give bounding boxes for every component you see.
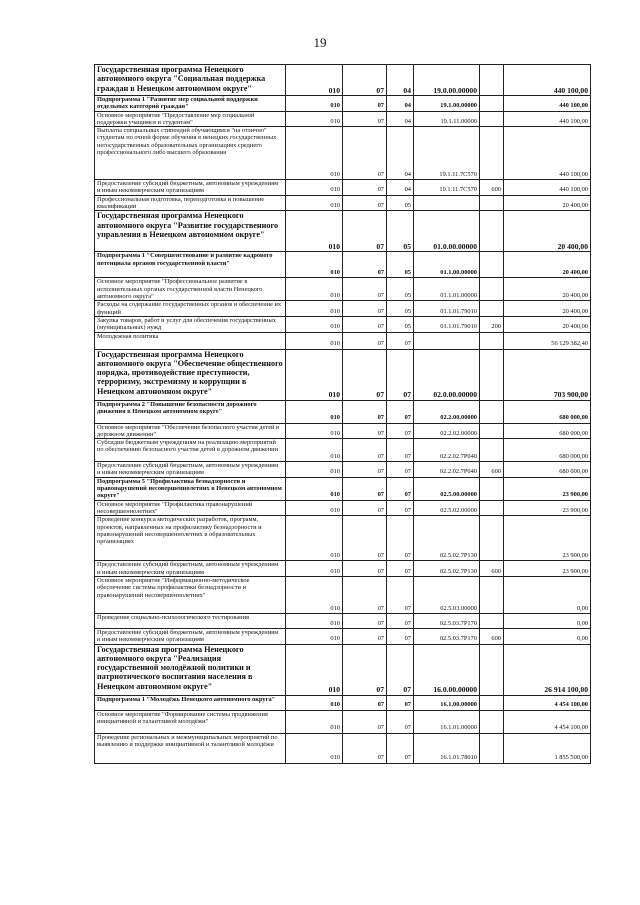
row-expense-type	[480, 477, 504, 500]
table-row	[95, 96, 591, 112]
row-section: 07	[343, 111, 387, 127]
row-section: 07	[343, 561, 387, 577]
row-amount: 440 100,00	[504, 96, 591, 112]
row-section: 07	[343, 400, 387, 423]
row-section: 07	[343, 252, 387, 278]
row-section: 07	[343, 710, 387, 733]
row-expense-type	[480, 332, 504, 349]
row-section: 07	[343, 96, 387, 112]
row-admin-code: 010	[286, 316, 343, 332]
row-target-item: 19.0.00.00000	[414, 65, 480, 96]
row-admin-code: 010	[286, 423, 343, 439]
row-section: 07	[343, 644, 387, 695]
row-admin-code: 010	[286, 111, 343, 127]
row-expense-type: 600	[480, 628, 504, 644]
row-subsection: 07	[387, 628, 414, 644]
row-name: Государственная программа Ненецкого автономного округа "Обеспечение общественного порядка, противодействие преступности, терроризму, экстремизму и коррупции в Ненецком автономном округе"	[95, 349, 286, 400]
row-name: Выплаты специальных стипендий обучающимся "на отлично" студентам по очной форме обучения в ненецких государственных негосударственных образовательных организациях среднего профессионального либо высшего образования	[95, 127, 286, 180]
row-admin-code: 010	[286, 301, 343, 317]
row-admin-code: 010	[286, 477, 343, 500]
row-subsection: 07	[387, 462, 414, 478]
row-amount: 440 100,00	[504, 180, 591, 196]
row-target-item: 02.2.02.7Р040	[414, 439, 480, 462]
row-amount: 703 900,00	[504, 349, 591, 400]
row-target-item: 16.1.01.78010	[414, 733, 480, 763]
row-subsection: 05	[387, 252, 414, 278]
row-admin-code: 010	[286, 332, 343, 349]
table-row	[95, 278, 591, 301]
row-name: Государственная программа Ненецкого автономного округа "Развитие государственного управления в Ненецком автономном округе"	[95, 211, 286, 252]
row-name: Основное мероприятие "Профилактика правонарушений несовершеннолетних"	[95, 500, 286, 516]
row-name: Подпрограмма 5 "Профилактика безнадзорности и правонарушений несовершеннолетних в Ненецком автономном округе"	[95, 477, 286, 500]
row-admin-code: 010	[286, 180, 343, 196]
row-expense-type	[480, 710, 504, 733]
row-target-item: 19.1.11.7С570	[414, 180, 480, 196]
row-section: 07	[343, 278, 387, 301]
table-row	[95, 644, 591, 695]
row-name: Государственная программа Ненецкого автономного округа "Реализация государственной молодёжной политики и патриотического воспитания населения в Ненецком автономном округе"	[95, 644, 286, 695]
row-expense-type	[480, 111, 504, 127]
row-expense-type	[480, 278, 504, 301]
row-section: 07	[343, 195, 387, 211]
table-row	[95, 211, 591, 252]
row-amount: 440 100,00	[504, 111, 591, 127]
row-section: 07	[343, 576, 387, 613]
row-subsection: 07	[387, 332, 414, 349]
row-subsection: 07	[387, 613, 414, 628]
row-name: Основное мероприятие "Профессиональное развитие в исполнительных органах государственной власти Ненецкого автономного округа"	[95, 278, 286, 301]
row-admin-code: 010	[286, 644, 343, 695]
table-row	[95, 733, 591, 763]
row-name: Закупка товаров, работ и услуг для обеспечения государственных (муниципальных) нужд	[95, 316, 286, 332]
row-target-item: 02.2.02.00000	[414, 423, 480, 439]
row-target-item: 01.0.00.00000	[414, 211, 480, 252]
row-amount: 680 000,00	[504, 462, 591, 478]
row-expense-type	[480, 733, 504, 763]
table-row	[95, 462, 591, 478]
table-row	[95, 332, 591, 349]
row-name: Подпрограмма 1 "Совершенствование и развитие кадрового потенциала органов государственной власти"	[95, 252, 286, 278]
row-expense-type	[480, 500, 504, 516]
row-name: Основное мероприятие "Обеспечение безопасного участия детей в дорожном движении"	[95, 423, 286, 439]
table-row	[95, 561, 591, 577]
row-expense-type	[480, 65, 504, 96]
row-target-item: 16.1.00.00000	[414, 695, 480, 710]
row-expense-type: 600	[480, 561, 504, 577]
row-section: 07	[343, 316, 387, 332]
row-admin-code: 010	[286, 710, 343, 733]
row-expense-type	[480, 349, 504, 400]
row-subsection: 07	[387, 644, 414, 695]
row-section: 07	[343, 462, 387, 478]
row-expense-type	[480, 252, 504, 278]
row-amount: 23 900,00	[504, 516, 591, 561]
row-amount: 20 400,00	[504, 252, 591, 278]
row-amount: 440 100,00	[504, 127, 591, 180]
row-admin-code: 010	[286, 127, 343, 180]
row-expense-type	[480, 613, 504, 628]
row-amount: 0,00	[504, 628, 591, 644]
row-name: Подпрограмма 1 "Развитие мер социальной поддержки отдельных категорий граждан"	[95, 96, 286, 112]
row-expense-type: 600	[480, 180, 504, 196]
row-name: Проведение конкурса методических разработок, программ, проектов, направленных на профилактику безнадзорности и правонарушений несовершеннолетних в образовательных организациях	[95, 516, 286, 561]
row-admin-code: 010	[286, 439, 343, 462]
row-expense-type: 600	[480, 462, 504, 478]
row-name: Основное мероприятие "Предоставление мер социальной поддержки учащимся и студентам"	[95, 111, 286, 127]
row-amount: 680 000,00	[504, 439, 591, 462]
row-expense-type	[480, 301, 504, 317]
row-amount: 56 129 382,40	[504, 332, 591, 349]
row-target-item: 19.1.11.00000	[414, 111, 480, 127]
row-amount: 20 400,00	[504, 301, 591, 317]
row-admin-code: 010	[286, 462, 343, 478]
row-amount: 0,00	[504, 613, 591, 628]
row-subsection: 04	[387, 65, 414, 96]
row-target-item: 02.5.03.00000	[414, 576, 480, 613]
table-row	[95, 65, 591, 96]
row-target-item: 02.5.02.00000	[414, 500, 480, 516]
row-admin-code: 010	[286, 211, 343, 252]
table-row	[95, 500, 591, 516]
row-amount: 1 855 500,00	[504, 733, 591, 763]
row-admin-code: 010	[286, 400, 343, 423]
row-expense-type	[480, 127, 504, 180]
row-name: Предоставление субсидий бюджетным, автономным учреждениям и иным некоммерческим организациям	[95, 462, 286, 478]
table-row	[95, 316, 591, 332]
row-subsection: 07	[387, 576, 414, 613]
row-expense-type	[480, 400, 504, 423]
row-name: Предоставление субсидий бюджетным, автономным учреждениям и иным некоммерческим организациям	[95, 180, 286, 196]
row-admin-code: 010	[286, 96, 343, 112]
row-target-item: 01.1.01.79010	[414, 301, 480, 317]
row-amount: 4 454 100,00	[504, 710, 591, 733]
row-section: 07	[343, 301, 387, 317]
row-subsection: 04	[387, 127, 414, 180]
row-amount: 20 400,00	[504, 278, 591, 301]
row-section: 07	[343, 477, 387, 500]
row-expense-type	[480, 96, 504, 112]
row-section: 07	[343, 628, 387, 644]
table-row	[95, 576, 591, 613]
row-name: Подпрограмма 2 "Повышение безопасности дорожного движения в Ненецком автономном округе"	[95, 400, 286, 423]
table-row	[95, 439, 591, 462]
row-section: 07	[343, 695, 387, 710]
row-admin-code: 010	[286, 195, 343, 211]
page-number: 19	[313, 35, 327, 50]
row-admin-code: 010	[286, 576, 343, 613]
table-row	[95, 252, 591, 278]
row-amount: 20 400,00	[504, 316, 591, 332]
row-expense-type	[480, 516, 504, 561]
row-subsection: 07	[387, 349, 414, 400]
table-row	[95, 695, 591, 710]
row-amount: 23 900,00	[504, 500, 591, 516]
budget-table-body	[95, 65, 591, 764]
table-row	[95, 195, 591, 211]
row-target-item: 02.5.02.7Р130	[414, 561, 480, 577]
row-section: 07	[343, 180, 387, 196]
row-target-item: 19.1.00.00000	[414, 96, 480, 112]
row-target-item: 16.1.01.00000	[414, 710, 480, 733]
row-amount: 0,00	[504, 576, 591, 613]
row-target-item: 02.5.00.00000	[414, 477, 480, 500]
row-target-item: 02.5.03.7Р170	[414, 613, 480, 628]
row-name: Государственная программа Ненецкого автономного округа "Социальная поддержка граждан в Ненецком автономном округе"	[95, 65, 286, 96]
row-section: 07	[343, 423, 387, 439]
row-name: Молодежная политика	[95, 332, 286, 349]
row-name: Проведение социально-психологического тестирования	[95, 613, 286, 628]
row-expense-type	[480, 695, 504, 710]
row-target-item: 01.1.00.00000	[414, 252, 480, 278]
row-admin-code: 010	[286, 500, 343, 516]
row-target-item	[414, 332, 480, 349]
row-admin-code: 010	[286, 733, 343, 763]
row-name: Расходы на содержание государственных органов и обеспечение их функций	[95, 301, 286, 317]
row-subsection: 07	[387, 423, 414, 439]
table-row	[95, 111, 591, 127]
row-name: Предоставление субсидий бюджетным, автономным учреждениям и иным некоммерческим организациям	[95, 628, 286, 644]
row-subsection: 07	[387, 695, 414, 710]
row-section: 07	[343, 127, 387, 180]
table-row	[95, 301, 591, 317]
row-admin-code: 010	[286, 561, 343, 577]
row-expense-type	[480, 211, 504, 252]
row-subsection: 07	[387, 439, 414, 462]
row-section: 07	[343, 613, 387, 628]
row-name: Предоставление субсидий бюджетным, автономным учреждениям и иным некоммерческим организациям	[95, 561, 286, 577]
row-target-item: 02.5.03.7Р170	[414, 628, 480, 644]
table-row	[95, 710, 591, 733]
row-admin-code: 010	[286, 613, 343, 628]
row-target-item: 16.0.00.00000	[414, 644, 480, 695]
row-subsection: 07	[387, 500, 414, 516]
row-subsection: 07	[387, 733, 414, 763]
row-name: Субсидии бюджетным учреждениям на реализацию мероприятий по обеспечению безопасного участия детей в дорожном движении	[95, 439, 286, 462]
row-amount: 4 454 100,00	[504, 695, 591, 710]
row-amount: 23 900,00	[504, 477, 591, 500]
row-section: 07	[343, 733, 387, 763]
table-row	[95, 423, 591, 439]
row-amount: 23 900,00	[504, 561, 591, 577]
row-admin-code: 010	[286, 349, 343, 400]
row-amount: 20 400,00	[504, 211, 591, 252]
row-target-item: 01.1.01.79010	[414, 316, 480, 332]
row-target-item: 02.0.00.00000	[414, 349, 480, 400]
row-amount: 680 000,00	[504, 400, 591, 423]
table-row	[95, 477, 591, 500]
table-row	[95, 180, 591, 196]
row-name: Основное мероприятие "Формирование системы продвижения инициативной и талантливой молодёжи"	[95, 710, 286, 733]
row-expense-type: 200	[480, 316, 504, 332]
row-subsection: 05	[387, 301, 414, 317]
table-row	[95, 349, 591, 400]
row-section: 07	[343, 516, 387, 561]
row-expense-type	[480, 423, 504, 439]
row-amount: 20 400,00	[504, 195, 591, 211]
row-amount: 680 000,00	[504, 423, 591, 439]
table-row	[95, 628, 591, 644]
row-subsection: 05	[387, 278, 414, 301]
row-admin-code: 010	[286, 516, 343, 561]
row-subsection: 07	[387, 400, 414, 423]
row-subsection: 04	[387, 180, 414, 196]
row-target-item: 19.1.11.7С570	[414, 127, 480, 180]
budget-table	[94, 64, 591, 764]
row-subsection: 05	[387, 195, 414, 211]
row-admin-code: 010	[286, 65, 343, 96]
row-name: Подпрограмма 1 "Молодёжь Ненецкого автономного округа"	[95, 695, 286, 710]
row-section: 07	[343, 349, 387, 400]
table-row	[95, 516, 591, 561]
row-subsection: 07	[387, 516, 414, 561]
row-expense-type	[480, 576, 504, 613]
row-admin-code: 010	[286, 628, 343, 644]
row-section: 07	[343, 332, 387, 349]
row-amount: 440 100,00	[504, 65, 591, 96]
row-subsection: 07	[387, 477, 414, 500]
row-target-item: 02.2.00.00000	[414, 400, 480, 423]
row-expense-type	[480, 644, 504, 695]
table-row	[95, 127, 591, 180]
row-section: 07	[343, 211, 387, 252]
row-name: Основное мероприятие "Информационно-методическое обеспечение системы профилактики безнадзорности и правонарушений несовершеннолетних"	[95, 576, 286, 613]
row-subsection: 07	[387, 710, 414, 733]
row-target-item	[414, 195, 480, 211]
row-expense-type	[480, 195, 504, 211]
row-admin-code: 010	[286, 252, 343, 278]
row-admin-code: 010	[286, 695, 343, 710]
row-subsection: 04	[387, 96, 414, 112]
row-target-item: 02.2.02.7Р040	[414, 462, 480, 478]
table-row	[95, 400, 591, 423]
row-subsection: 05	[387, 211, 414, 252]
row-subsection: 05	[387, 316, 414, 332]
row-subsection: 07	[387, 561, 414, 577]
row-subsection: 04	[387, 111, 414, 127]
row-section: 07	[343, 500, 387, 516]
row-section: 07	[343, 65, 387, 96]
row-name: Проведение региональных и межмуниципальных мероприятий по выявлению и поддержке инициативной и талантливой молодёжи	[95, 733, 286, 763]
row-expense-type	[480, 439, 504, 462]
row-section: 07	[343, 439, 387, 462]
row-admin-code: 010	[286, 278, 343, 301]
row-target-item: 02.5.02.7Р130	[414, 516, 480, 561]
row-target-item: 01.1.01.00000	[414, 278, 480, 301]
row-amount: 26 914 100,00	[504, 644, 591, 695]
row-name: Профессиональная подготовка, переподготовка и повышение квалификации	[95, 195, 286, 211]
table-row	[95, 613, 591, 628]
